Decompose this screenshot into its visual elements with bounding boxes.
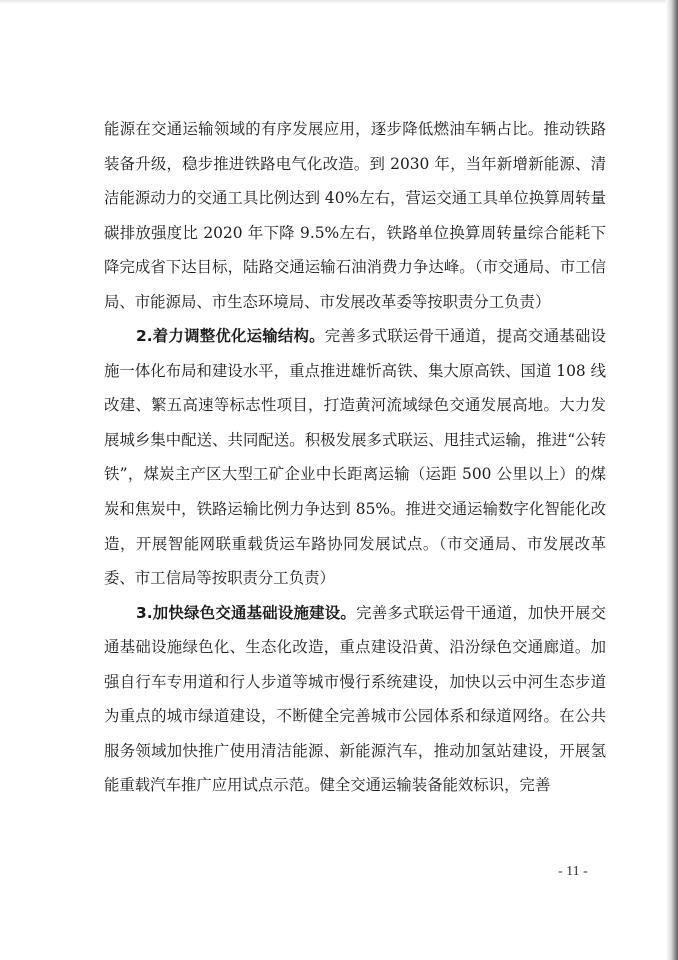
paragraph-2-text: 完善多式联运骨干通道，提高交通基础设施一体化布局和建设水平，重点推进雄忻高铁、集大原高铁、国道 108 线改建、繁五高速等标志性项目，打造黄河流域绿色交通发展高地。大力发展城乡集中配送、共同配送。积极发展多式联运、甩挂式运输，推进“公转铁”，煤炭主产区大型工矿企业中长距离运输（运距 500 公里以上）的煤炭和焦炭中，铁路运输比例力争达到 85%。推进交通运输数字化智能化改造，开展智能网联重载货运车路协同发展试点。（市交通局、市发展改革委、市工信局等按职责分工负责） — [104, 327, 606, 588]
paragraph-2-heading: 2.着力调整优化运输结构。 — [136, 327, 325, 346]
paragraph-1 — [104, 112, 606, 319]
document-body — [104, 112, 606, 803]
paragraph-1-text: 能源在交通运输领域的有序发展应用，逐步降低燃油车辆占比。推动铁路装备升级，稳步推进铁路电气化改造。到 2030 年，当年新增新能源、清洁能源动力的交通工具比例达到 40%左右，营运交通工具单位换算周转量碳排放强度比 2020 年下降 9.5%左右，铁路单位换算周转量综合能耗下降完成省下达目标，陆路交通运输石油消费力争达峰。（市交通局、市工信局、市能源局、市生态环境局、市发展改革委等按职责分工负责） — [104, 120, 606, 311]
scan-shadow-top — [0, 0, 678, 4]
paragraph-3-heading: 3.加快绿色交通基础设施建设。 — [136, 603, 357, 622]
page-number: - 11 - — [558, 864, 588, 879]
paragraph-2 — [104, 319, 606, 595]
paragraph-3 — [104, 596, 606, 803]
scan-shadow-edge — [666, 0, 678, 960]
paragraph-3-text: 完善多式联运骨干通道，加快开展交通基础设施绿色化、生态化改造，重点建设沿黄、沿汾绿色交通廊道。加强自行车专用道和行人步道等城市慢行系统建设，加快以云中河生态步道为重点的城市绿道建设，不断健全完善城市公园体系和绿道网络。在公共服务领域加快推广使用清洁能源、新能源汽车，推动加氢站建设，开展氢能重载汽车推广应用试点示范。健全交通运输装备能效标识，完善 — [104, 603, 606, 795]
